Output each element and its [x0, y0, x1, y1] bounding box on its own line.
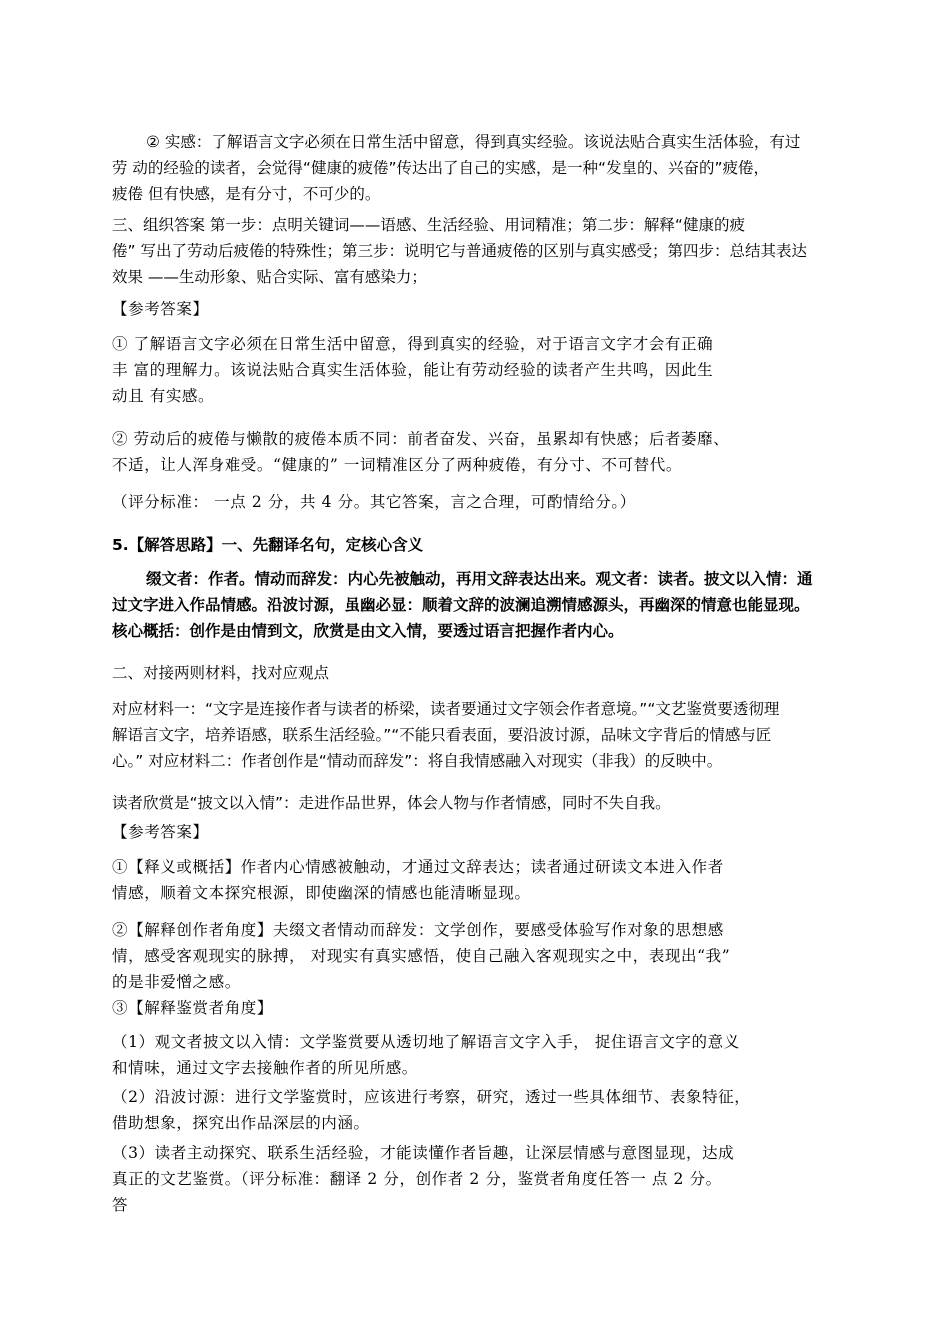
text-line: 劳 动的经验的读者，会觉得“健康的疲倦”传达出了自己的实感，是一种“发皇的、兴奋的”疲倦， — [112, 159, 770, 177]
reference-answer-heading-2: 【参考答案】 — [112, 823, 209, 841]
text-line: 缀文者：作者。情动而辞发：内心先被触动，再用文辞表达出来。观文者：读者。披文以入情：通 — [146, 570, 813, 588]
text-line: 的是非爱憎之感。 — [112, 973, 241, 991]
text-line: 三、组织答案 第一步：点明关键词——语感、生活经验、用词精准；第二步：解释“健康的疲 — [112, 216, 745, 234]
text-line: ②【解释创作者角度】夫缀文者情动而辞发：文学创作，要感受体验写作对象的思想感 — [112, 921, 724, 939]
text-line: 丰 富的理解力。该说法贴合真实生活体验，能让有劳动经验的读者产生共鸣，因此生 — [112, 361, 714, 379]
text-line: 对应材料一：“文字是连接作者与读者的桥梁，读者要通过文字领会作者意境。”“文艺鉴赏要透彻理 — [112, 700, 780, 718]
text-line: 心。” 对应材料二：作者创作是“情动而辞发”：将自我情感融入对现实（非我）的反映中。 — [112, 752, 723, 770]
text-line: 情感，顺着文本探究根源，即使幽深的情感也能清晰显现。 — [112, 884, 531, 902]
answer-b3-heading: ③【解释鉴赏者角度】 — [112, 999, 274, 1017]
text-line: 动且 有实感。 — [112, 387, 215, 405]
text-line: 情，感受客观现实的脉搏， 对现实有真实感悟，使自己融入客观现实之中，表现出“我” — [112, 947, 731, 965]
answer-point-2 — [112, 426, 836, 478]
material-paragraph — [112, 696, 836, 774]
translation-paragraph — [112, 566, 836, 644]
question-5-title: 5.【解答思路】一、先翻译名句，定核心含义 — [112, 536, 424, 554]
text-line: 真正的文艺鉴赏。（评分标准：翻译 2 分，创作者 2 分，鉴赏者角度任答一 点 2 分。 — [112, 1170, 722, 1188]
text-line: 倦” 写出了劳动后疲倦的特殊性；第三步：说明它与普通疲倦的区别与真实感受；第四步：总结其表达 — [112, 242, 807, 260]
answer-b1 — [112, 854, 836, 906]
reader-appreciation-line: 读者欣赏是“披文以入情”：走进作品世界，体会人物与作者情感，同时不失自我。 — [112, 794, 671, 812]
text-line: 借助想象，探究出作品深层的内涵。 — [112, 1114, 370, 1132]
appreciation-point-1 — [112, 1029, 836, 1081]
text-line: ② 劳动后的疲倦与懒散的疲倦本质不同：前者奋发、兴奋，虽累却有快感；后者萎靡、 — [112, 430, 730, 448]
text-line: （3）读者主动探究、联系生活经验，才能读懂作者旨趣，让深层情感与意图显现，达成 — [112, 1144, 735, 1162]
scoring-note-1: （评分标准： 一点 2 分，共 4 分。其它答案，言之合理，可酌情给分。） — [112, 493, 636, 511]
text-line: 疲倦 但有快感，是有分寸，不可少的。 — [112, 185, 381, 203]
text-line: 和情味，通过文字去接触作者的所见所感。 — [112, 1059, 418, 1077]
text-line: （1）观文者披文以入情：文学鉴赏要从透切地了解语言文字入手， 捉住语言文字的意义 — [112, 1033, 740, 1051]
answer-point-1 — [112, 331, 836, 409]
appreciation-point-3 — [112, 1140, 836, 1218]
text-line: ①【释义或概括】作者内心情感被触动，才通过文辞表达；读者通过研读文本进入作者 — [112, 858, 724, 876]
text-line: 不适，让人浑身难受。“健康的” 一词精准区分了两种疲倦，有分寸、不可替代。 — [112, 456, 682, 474]
shigan-paragraph — [112, 129, 836, 207]
text-line: （2）沿波讨源：进行文学鉴赏时，应该进行考察，研究，透过一些具体细节、表象特征， — [112, 1088, 751, 1106]
text-line: 过文字进入作品情感。沿波讨源，虽幽必显：顺着文辞的波澜追溯情感源头，再幽深的情意也能显现。 — [112, 596, 810, 614]
answer-b2 — [112, 917, 836, 995]
text-line: 效果 ——生动形象、贴合实际、富有感染力； — [112, 268, 427, 286]
text-line: ② 实感：了解语言文字必须在日常生活中留意，得到真实经验。该说法贴合真实生活体验，有过 — [146, 133, 801, 151]
text-line: 解语言文字，培养语感，联系生活经验。”“不能只看表面，要沿波讨源，品味文字背后的情感与匠 — [112, 726, 772, 744]
organize-answer-paragraph — [112, 212, 836, 290]
text-line: 答 — [112, 1196, 129, 1214]
section-2-title: 二、对接两则材料，找对应观点 — [112, 664, 330, 682]
appreciation-point-2 — [112, 1084, 836, 1136]
text-line: ① 了解语言文字必须在日常生活中留意，得到真实的经验，对于语言文字才会有正确 — [112, 335, 714, 353]
reference-answer-heading: 【参考答案】 — [112, 300, 209, 318]
text-line: 核心概括：创作是由情到文，欣赏是由文入情，要透过语言把握作者内心。 — [112, 622, 624, 640]
